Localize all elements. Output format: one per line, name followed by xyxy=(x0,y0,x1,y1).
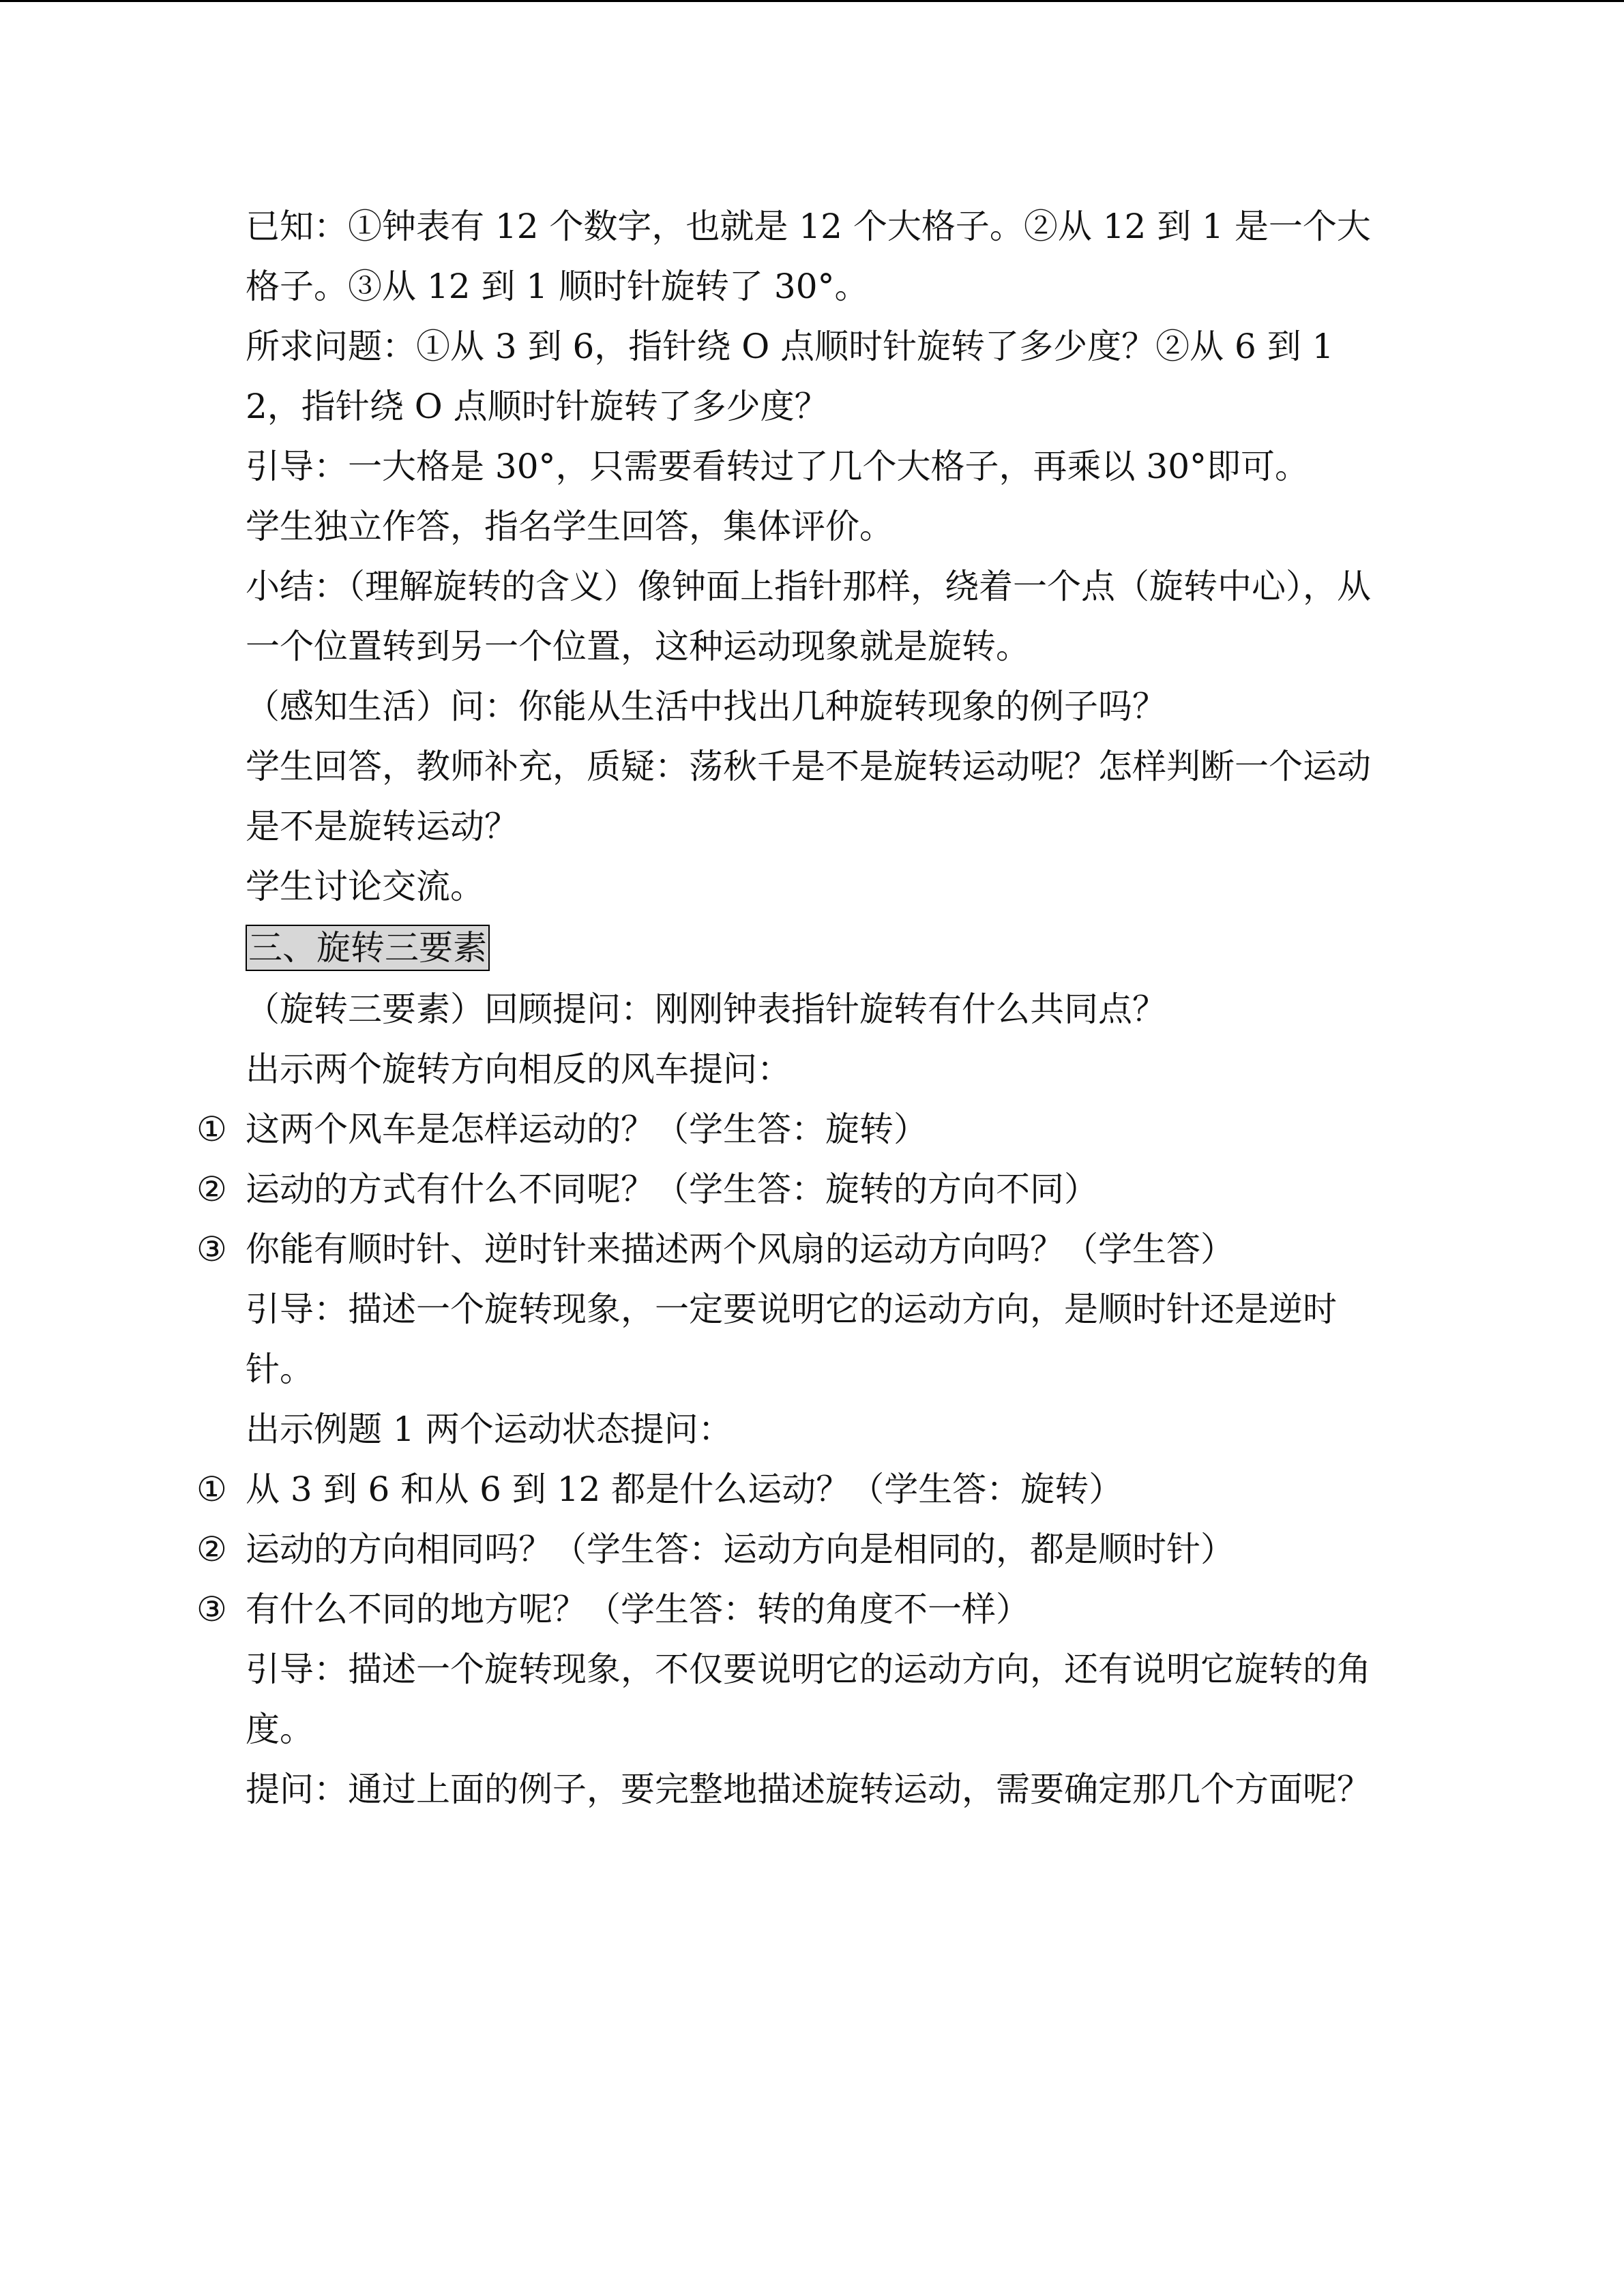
list-marker: ② xyxy=(196,1530,227,1569)
document-body xyxy=(196,196,1378,1819)
list-marker: ① xyxy=(196,1109,227,1149)
example-question-list xyxy=(196,1459,1378,1639)
list-item-text: 有什么不同的地方呢？（学生答：转的角度不一样） xyxy=(246,1590,1030,1629)
list-item-text: 你能有顺时针、逆时针来描述两个风扇的运动方向吗？（学生答） xyxy=(246,1229,1235,1269)
list-item-text: 运动的方向相同吗？（学生答：运动方向是相同的，都是顺时针） xyxy=(246,1530,1235,1569)
list-item xyxy=(196,1579,1378,1639)
list-marker: ③ xyxy=(196,1590,227,1629)
list-item xyxy=(196,1219,1378,1279)
paragraph-review-question: （旋转三要素）回顾提问：刚刚钟表指针旋转有什么共同点？ xyxy=(246,989,1166,1029)
paragraph-final-question: 提问：通过上面的例子，要完整地描述旋转运动，需要确定那几个方面呢？ xyxy=(246,1770,1371,1809)
section-heading-wrapper xyxy=(246,916,1378,979)
list-marker: ③ xyxy=(196,1229,227,1269)
paragraph-guidance: 引导：一大格是 30°，只需要看转过了几个大格子，再乘以 30°即可。 xyxy=(246,447,1310,486)
paragraph-example-intro: 出示例题 1 两个运动状态提问： xyxy=(246,1410,733,1449)
section-heading: 三、旋转三要素 xyxy=(246,925,490,971)
list-marker: ① xyxy=(196,1470,227,1509)
paragraph-direction-guidance: 引导：描述一个旋转现象，一定要说明它的运动方向，是顺时针还是逆时针。 xyxy=(246,1289,1337,1389)
paragraph-windmill-intro: 出示两个旋转方向相反的风车提问： xyxy=(246,1049,791,1089)
paragraph-discussion: 学生讨论交流。 xyxy=(246,867,484,906)
paragraph-summary: 小结：（理解旋转的含义）像钟面上指针那样，绕着一个点（旋转中心），从一个位置转到另一个位置，这种运动现象就是旋转。 xyxy=(246,567,1371,666)
paragraph-student-answer: 学生独立作答，指名学生回答，集体评价。 xyxy=(246,507,894,546)
list-item-text: 运动的方式有什么不同呢？（学生答：旋转的方向不同） xyxy=(246,1169,1098,1209)
list-item xyxy=(196,1099,1378,1159)
paragraph-teacher-supplement: 学生回答，教师补充，质疑：荡秋千是不是旋转运动呢？怎样判断一个运动是不是旋转运动？ xyxy=(246,747,1371,846)
list-item xyxy=(196,1459,1378,1519)
paragraph-angle-guidance: 引导：描述一个旋转现象，不仅要说明它的运动方向，还有说明它旋转的角度。 xyxy=(246,1650,1371,1749)
paragraph-problem: 所求问题：①从 3 到 6，指针绕 O 点顺时针旋转了多少度？②从 6 到 12，指针绕 O 点顺时针旋转了多少度？ xyxy=(246,327,1334,426)
windmill-question-list xyxy=(196,1099,1378,1279)
list-item-text: 从 3 到 6 和从 6 到 12 都是什么运动？（学生答：旋转） xyxy=(246,1470,1123,1509)
list-item-text: 这两个风车是怎样运动的？（学生答：旋转） xyxy=(246,1109,928,1149)
paragraph-known-conditions: 已知：①钟表有 12 个数字，也就是 12 个大格子。②从 12 到 1 是一个大格子。③从 12 到 1 顺时针旋转了 30°。 xyxy=(246,207,1371,306)
list-item xyxy=(196,1159,1378,1219)
page-top-border xyxy=(0,0,1624,2)
list-marker: ② xyxy=(196,1169,227,1209)
list-item xyxy=(196,1519,1378,1579)
paragraph-life-question: （感知生活）问：你能从生活中找出几种旋转现象的例子吗？ xyxy=(246,687,1166,726)
